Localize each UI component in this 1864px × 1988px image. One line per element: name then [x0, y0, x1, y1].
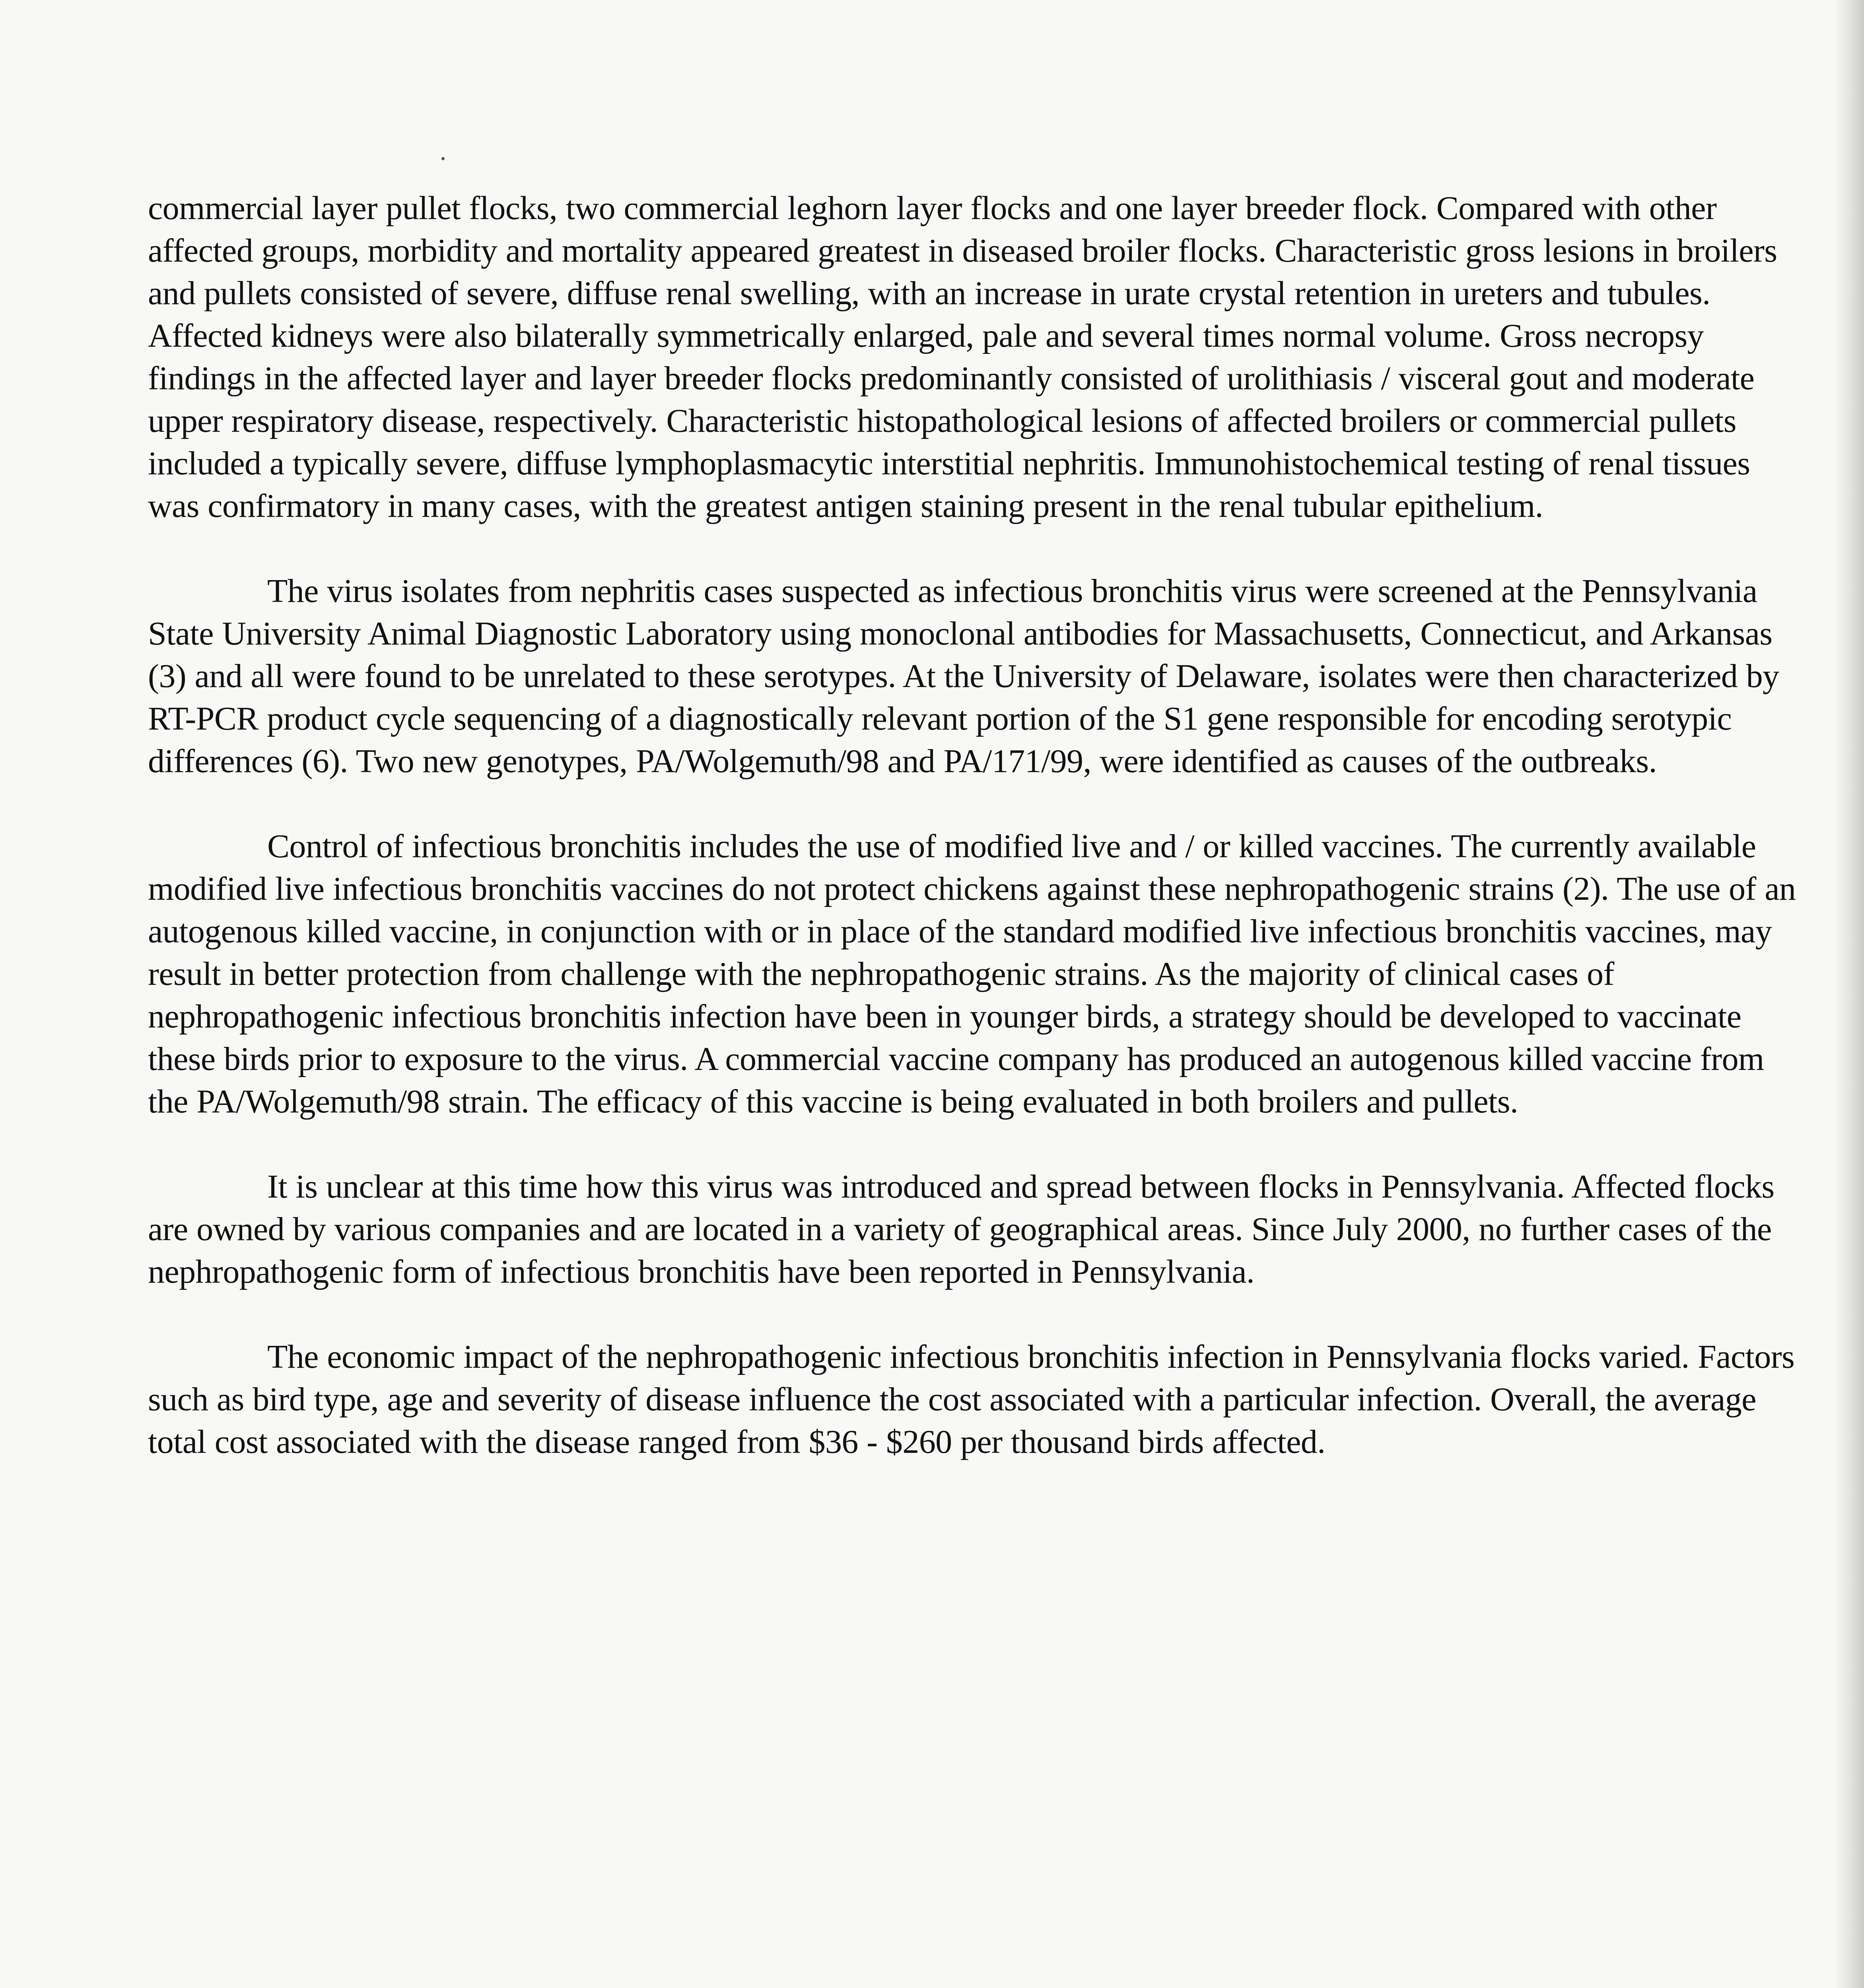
- paragraph-virus-isolates: The virus isolates from nephritis cases suspected as infectious bronchitis virus were screened at the Pennsylvania State University Animal Diagnostic Laboratory using monoclonal antibodies for Massachusetts, Connecticut, and Arkansas (3) and all were found to be unrelated to these serotypes. At the University of Delaware, isolates were then characterized by RT-PCR product cycle sequencing of a diagnostically relevant portion of the S1 gene responsible for encoding serotypic differences (6). Two new genotypes, PA/Wolgemuth/98 and PA/171/99, were identified as causes of the outbreaks.: [148, 573, 1779, 780]
- paragraph-vaccine-control: Control of infectious bronchitis includes the use of modified live and / or killed vaccines. The currently available modified live infectious bronchitis vaccines do not protect chickens against these nephropathogenic strains (2). The use of an autogenous killed vaccine, in conjunction with or in place of the standard modified live infectious bronchitis vaccines, may result in better protection from challenge with the nephropathogenic strains. As the majority of clinical cases of nephropathogenic infectious bronchitis infection have been in younger birds, a strategy should be developed to vaccinate these birds prior to exposure to the virus. A commercial vaccine company has produced an autogenous killed vaccine from the PA/Wolgemuth/98 strain. The efficacy of this vaccine is being evaluated in both broilers and pullets.: [148, 828, 1796, 1120]
- scan-edge-right: [1836, 0, 1864, 1988]
- scan-speck: [441, 157, 445, 160]
- paragraph-lesions: commercial layer pullet flocks, two commercial leghorn layer flocks and one layer breeder flock. Compared with other affected groups, morbidity and mortality appeared greatest in diseased broiler flocks. Characteristic gross lesions in broilers and pullets consisted of severe, diffuse renal swelling, with an increase in urate crystal retention in ureters and tubules. Affected kidneys were also bilaterally symmetrically enlarged, pale and several times normal volume. Gross necropsy findings in the affected layer and layer breeder flocks predominantly consisted of urolithiasis / visceral gout and moderate upper respiratory disease, respectively. Characteristic histopathological lesions of affected broilers or commercial pullets included a typically severe, diffuse lymphoplasmacytic interstitial nephritis. Immunohistochemical testing of renal tissues was confirmatory in many cases, with the greatest antigen staining present in the renal tubular epithelium.: [148, 190, 1777, 524]
- paragraph-economic-impact: The economic impact of the nephropathogenic infectious bronchitis infection in Pennsylvania flocks varied. Factors such as bird type, age and severity of disease influence the cost associated with a particular infection. Overall, the average total cost associated with the disease ranged from $36 - $260 per thousand birds affected.: [148, 1338, 1795, 1460]
- paragraph-spread: It is unclear at this time how this virus was introduced and spread between flocks in Pennsylvania. Affected flocks are owned by various companies and are located in a variety of geographical areas. Since July 2000, no further cases of the nephropathogenic form of infectious bronchitis have been reported in Pennsylvania.: [148, 1168, 1775, 1290]
- body-text: [148, 187, 1806, 1506]
